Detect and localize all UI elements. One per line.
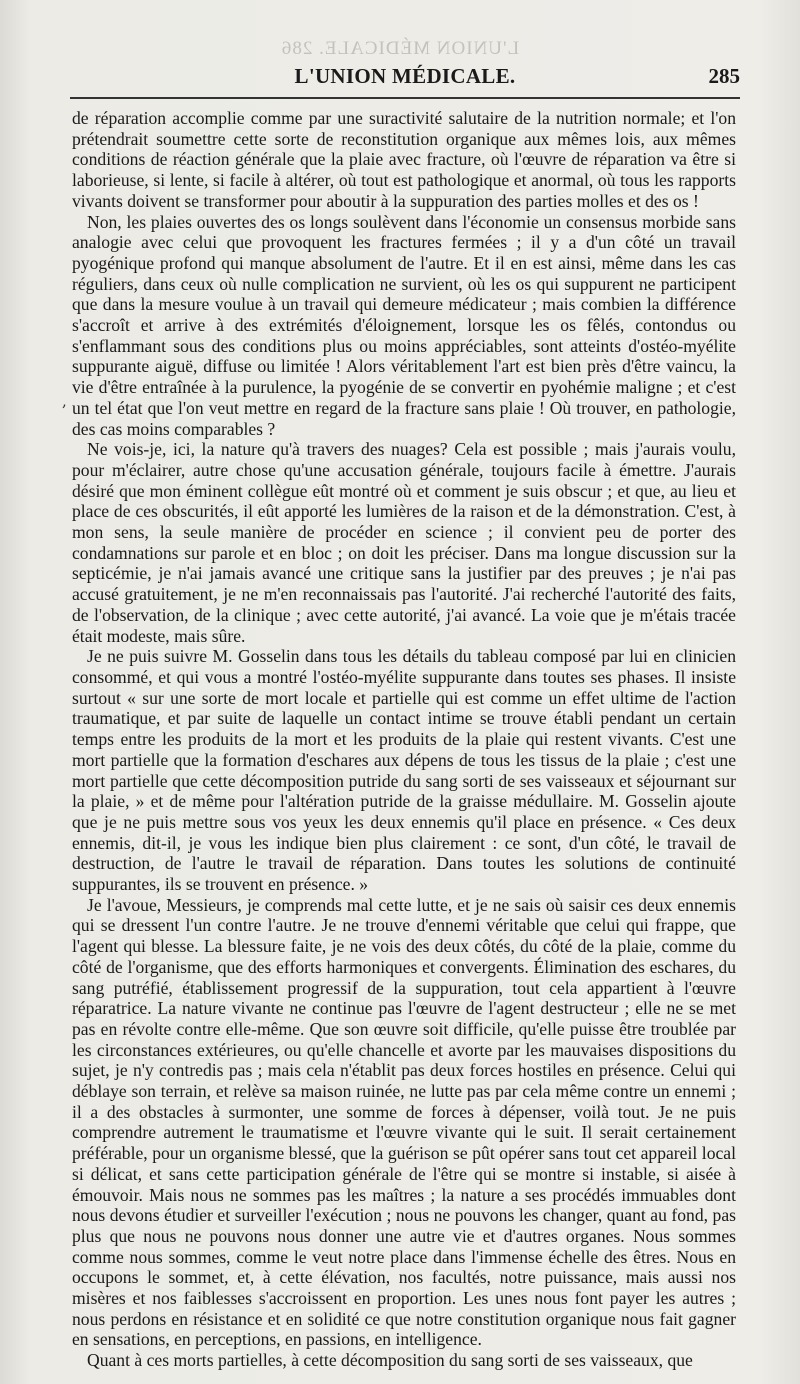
paragraph-3: Ne vois-je, ici, la nature qu'à travers des nuages? Cela est possible ; mais j'aurais voulu, pour m'éclairer, autre chose qu'une accusation générale, toujours facile à émettre. J'aurais désiré que mon éminent collègue eût montré où et comment je suis obscur ; et que, au lieu et place de ces obscurités, il eût apporté les lumières de la raison et de la démonstration. C'est, à mon sens, la seule manière de procéder en science ; il convient peu de porter des condamnations sur parole et en bloc ; on doit les préciser. Dans ma longue discussion sur la septicémie, je n'ai jamais avancé une critique sans la justifier par des preuves ; je n'ai pas accusé gratuitement, je ne m'en reconnaissais pas l'autorité. J'ai recherché l'autorité des faits, de l'observation, de la clinique ; avec cette autorité, j'ai avancé. La voie que je m'étais tracée était modeste, mais sûre. (72, 439, 736, 646)
bleed-through-header: L'UNION MÉDICALE. 286 (280, 38, 520, 59)
paragraph-1: de réparation accomplie comme par une suractivité salutaire de la nutrition normale; et l'on prétendrait soumettre cette sorte de reconstitution organique aux mêmes lois, aux mêmes conditions de réaction générale que la plaie avec fracture, où l'œuvre de réparation va être si laborieuse, si lente, si facile à altérer, où tout est pathologique et anormal, où tous les rapports vivants doivent se transformer pour aboutir à la suppuration des parties molles et des os ! (72, 108, 736, 211)
article-body (72, 108, 736, 1371)
running-title: L'UNION MÉDICALE. (294, 64, 516, 88)
margin-mark: , (62, 392, 67, 410)
paragraph-2: Non, les plaies ouvertes des os longs soulèvent dans l'économie un consensus morbide sans analogie avec celui que provoquent les fractures fermées ; il y a d'un côté un travail pyogénique profond qui manque absolument de l'autre. Et il en est ainsi, même dans les cas réguliers, dans ceux où nulle complication ne survient, où les os qui suppurent ne participent que dans la mesure voulue à un travail qui demeure médicateur ; mais combien la différence s'accroît et arrive à des extrémités d'éloignement, lorsque les os fêlés, contondus ou s'enflammant sous des conditions plus ou moins appréciables, sont atteints d'ostéo-myélite suppurante aiguë, diffuse ou limitée ! Alors véritablement l'art est bien près d'être vaincu, la vie d'être entraînée à la purulence, la pyogénie de se convertir en pyohémie maligne ; et c'est un tel état que l'on veut mettre en regard de la fracture sans plaie ! Où trouver, en pathologie, des cas moins comparables ? (72, 211, 736, 439)
header-rule (70, 97, 740, 99)
paragraph-4: Je ne puis suivre M. Gosselin dans tous les détails du tableau composé par lui en clinicien consommé, et qui vous a montré l'ostéo-myélite suppurante dans toutes ses phases. Il insiste surtout « sur une sorte de mort locale et partielle qui est comme un effet ultime de l'action traumatique, et par suite de laquelle un contact intime se trouve établi pendant un certain temps entre les produits de la mort et les produits de la plaie qui restent vivants. C'est une mort partielle que la formation d'eschares aux dépens de tous les tissus de la plaie ; c'est une mort partielle que cette décomposition putride du sang sorti de ses vaisseaux et séjournant sur la plaie, » et de même pour l'altération putride de la graisse médullaire. M. Gosselin ajoute que je ne puis mettre sous vos yeux les deux ennemis qu'il place en présence. « Ces deux ennemis, dit-il, je vous les indique bien plus clairement : ce sont, d'un côté, le travail de destruction, de l'autre le travail de réparation. Dans toutes les solutions de continuité suppurantes, ils se trouvent en présence. » (72, 646, 736, 895)
page-number: 285 (708, 64, 740, 88)
paragraph-5: Je l'avoue, Messieurs, je comprends mal cette lutte, et je ne sais où saisir ces deux ennemis qui se dressent l'un contre l'autre. Je ne trouve d'ennemi véritable que celui qui frappe, que l'agent qui blesse. La blessure faite, je ne vois des deux côtés, du côté de la plaie, comme du côté de l'organisme, que des efforts harmoniques et convergents. Élimination des eschares, du sang putréfié, établissement progressif de la suppuration, tout cela appartient à l'œuvre réparatrice. La nature vivante ne continue pas l'œuvre de l'agent destructeur ; elle ne se met pas en révolte contre elle-même. Que son œuvre soit difficile, qu'elle puisse être troublée par les circonstances extérieures, ou qu'elle chancelle et avorte par les mauvaises dispositions du sujet, je n'y contredis pas ; mais cela n'établit pas deux forces hostiles en présence. Celui qui déblaye son terrain, et relève sa maison ruinée, ne lutte pas par cela même contre un ennemi ; il a des obstacles à surmonter, une somme de forces à dépenser, voilà tout. Je ne puis comprendre autrement le traumatisme et l'œuvre vivante qui le suit. Il serait certainement préférable, pour un organisme blessé, que la guérison se pût opérer sans tout cet appareil local si délicat, et sans cette participation générale de l'être qui se montre si instable, si aisée à émouvoir. Mais nous ne sommes pas les maîtres ; la nature a ses procédés immuables dont nous devons étudier et surveiller l'exécution ; nous ne pouvons les changer, quant au fond, pas plus que nous ne pouvons nous donner une autre vie et d'autres organes. Nous sommes comme nous sommes, comme le veut notre place dans l'immense échelle des êtres. Nous en occupons le sommet, et, à cette élévation, nos facultés, notre puissance, mais aussi nos misères et nos faiblesses s'accroissent en proportion. Les unes nous font payer les autres ; nous perdons en résistance et en solidité ce que notre constitution organique nous fait gagner en sensations, en perceptions, en passions, en intelligence. (72, 894, 736, 1350)
page-header (70, 60, 740, 94)
paragraph-6: Quant à ces morts partielles, à cette décomposition du sang sorti de ses vaisseaux, que (87, 1350, 693, 1371)
